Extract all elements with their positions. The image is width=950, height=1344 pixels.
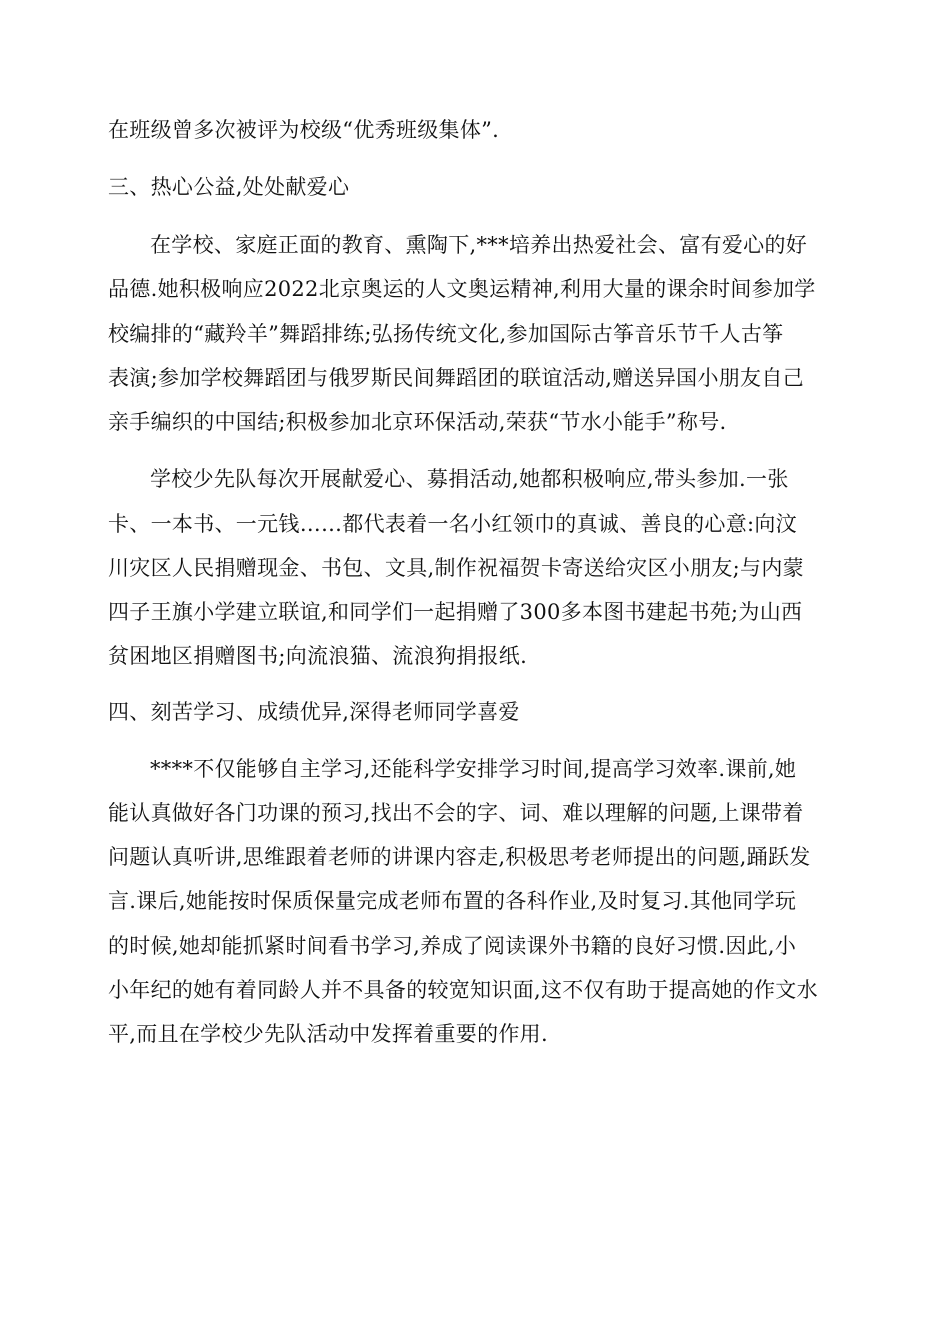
paragraph-line: 表演;参加学校舞蹈团与俄罗斯民间舞蹈团的联谊活动,赠送异国小朋友自己: [108, 366, 804, 390]
paragraph-line: 能认真做好各门功课的预习,找出不会的字、词、难以理解的问题,上课带着: [108, 801, 804, 825]
paragraph-line: 小年纪的她有着同龄人并不具备的较宽知识面,这不仅有助于提高她的作文水: [108, 978, 818, 1002]
section-heading: 四、刻苦学习、成绩优异,深得老师同学喜爱: [108, 700, 520, 724]
paragraph-line: 言.课后,她能按时保质保量完成老师布置的各科作业,及时复习.其他同学玩: [108, 889, 797, 913]
paragraph-line: 贫困地区捐赠图书;向流浪猫、流浪狗捐报纸.: [108, 644, 528, 668]
paragraph-line: 亲手编织的中国结;积极参加北京环保活动,荣获“节水小能手”称号.: [108, 410, 727, 434]
paragraph-line: 品德.她积极响应2022北京奥运的人文奥运精神,利用大量的课余时间参加学: [108, 277, 816, 301]
paragraph-line: 四子王旗小学建立联谊,和同学们一起捐赠了300多本图书建起书苑;为山西: [108, 600, 803, 624]
paragraph-line: 卡、一本书、一元钱……都代表着一名小红领巾的真诚、善良的心意:向汶: [108, 512, 797, 536]
section-heading: 三、热心公益,处处献爱心: [108, 175, 350, 199]
paragraph-line: 川灾区人民捐赠现金、书包、文具,制作祝福贺卡寄送给灾区小朋友;与内蒙: [108, 556, 804, 580]
paragraph-line: 校编排的“藏羚羊”舞蹈排练;弘扬传统文化,参加国际古筝音乐节千人古筝: [108, 322, 784, 346]
paragraph-line: 在学校、家庭正面的教育、熏陶下,***培养出热爱社会、富有爱心的好: [150, 233, 808, 257]
paragraph-line: 的时候,她却能抓紧时间看书学习,养成了阅读课外书籍的良好习惯.因此,小: [108, 934, 797, 958]
paragraph-line: 学校少先队每次开展献爱心、募捐活动,她都积极响应,带头参加.一张: [150, 467, 789, 491]
paragraph-line: 在班级曾多次被评为校级“优秀班级集体”.: [108, 118, 500, 142]
paragraph-line: ****不仅能够自主学习,还能科学安排学习时间,提高学习效率.课前,她: [150, 757, 797, 781]
paragraph-line: 问题认真听讲,思维跟着老师的讲课内容走,积极思考老师提出的问题,踊跃发: [108, 845, 811, 869]
paragraph-line: 平,而且在学校少先队活动中发挥着重要的作用.: [108, 1022, 548, 1046]
